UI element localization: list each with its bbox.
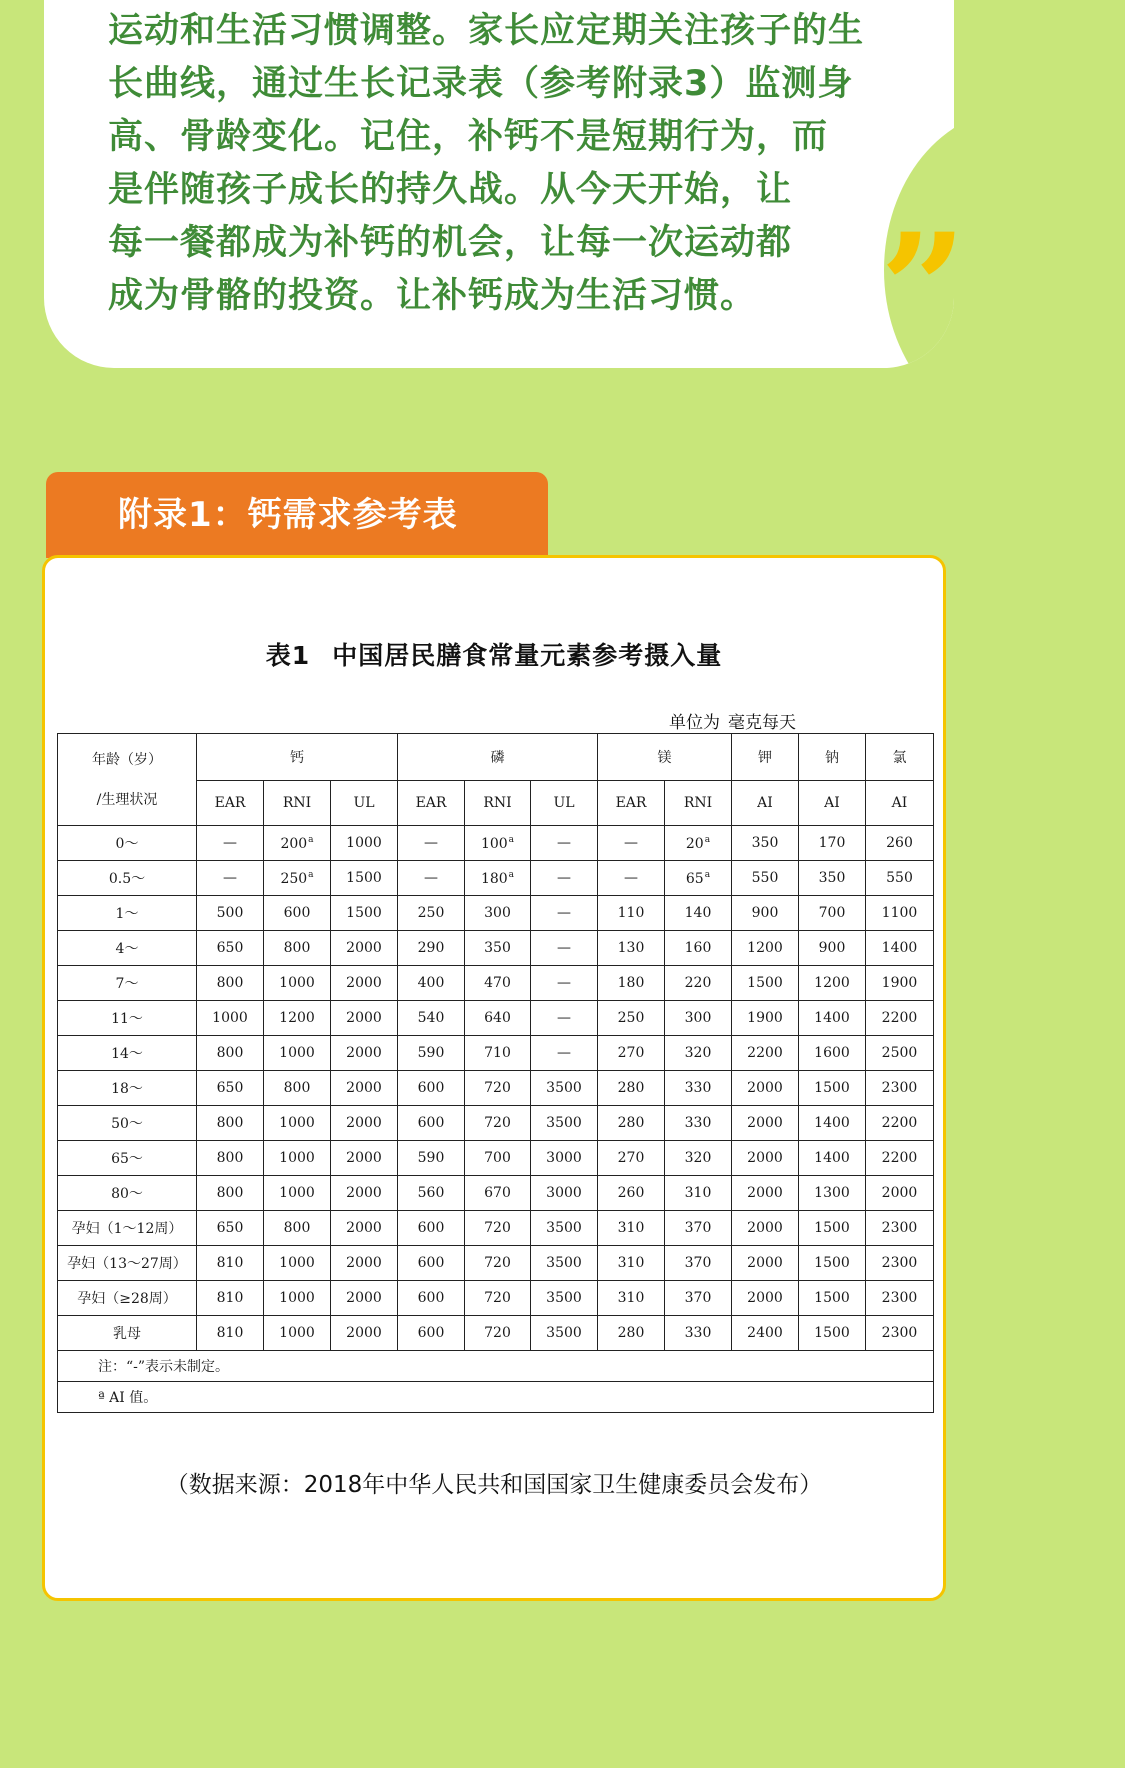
table-row	[58, 966, 934, 1001]
table-row	[58, 1211, 934, 1246]
value-cell: 800	[264, 1071, 331, 1106]
value-cell: 1200	[732, 931, 799, 966]
value-cell: 2000	[331, 1001, 398, 1036]
value-cell: 2000	[331, 1281, 398, 1316]
appendix-card	[42, 555, 946, 1601]
value-cell: —	[531, 1036, 598, 1071]
value-cell: 670	[465, 1176, 531, 1211]
sub-header-cell: RNI	[264, 781, 331, 826]
value-cell: 2000	[331, 1246, 398, 1281]
sub-header-cell: EAR	[197, 781, 264, 826]
value-cell: 1000	[264, 1316, 331, 1351]
value-cell: 280	[598, 1106, 665, 1141]
ai-footnote-mark: a	[704, 834, 711, 845]
value-cell: —	[197, 861, 264, 896]
value-cell: 2400	[732, 1316, 799, 1351]
value-cell: 2000	[732, 1281, 799, 1316]
value-cell: 600	[398, 1246, 465, 1281]
value-cell: 1500	[799, 1316, 866, 1351]
value-cell: 1500	[331, 896, 398, 931]
value-cell: 330	[665, 1071, 732, 1106]
age-cell: 50～	[58, 1106, 197, 1141]
value-cell: 1000	[264, 1036, 331, 1071]
value-cell: 1500	[799, 1211, 866, 1246]
quote-line: 是伴随孩子成长的持久战。从今天开始，让	[108, 170, 793, 210]
age-header-line1: 年龄（岁）	[92, 751, 162, 768]
value-cell: 330	[665, 1106, 732, 1141]
value-cell: 310	[598, 1281, 665, 1316]
closing-quote-icon: ”	[880, 201, 967, 377]
value-cell: 600	[398, 1106, 465, 1141]
value-cell: 3000	[531, 1176, 598, 1211]
ai-footnote-mark: a	[704, 869, 711, 880]
quote-line: 运动和生活习惯调整。家长应定期关注孩子的生	[108, 11, 865, 51]
value-cell: 250$^a$	[264, 861, 331, 896]
value-cell: 2200	[732, 1036, 799, 1071]
value-cell: 270	[598, 1036, 665, 1071]
value-cell: 720	[465, 1106, 531, 1141]
table-row	[58, 1106, 934, 1141]
value-cell: 1000	[264, 1106, 331, 1141]
value-cell: 650	[197, 1071, 264, 1106]
sub-header-cell: AI	[732, 781, 799, 826]
value-cell: 540	[398, 1001, 465, 1036]
ai-footnote-mark: a	[508, 834, 515, 845]
age-cell: 0～	[58, 826, 197, 861]
value-cell: 260	[598, 1176, 665, 1211]
note-row	[58, 1351, 934, 1382]
value-cell: 1500	[732, 966, 799, 1001]
value-cell: 1400	[866, 931, 934, 966]
value-cell: 1000	[331, 826, 398, 861]
age-cell: 4～	[58, 931, 197, 966]
value-cell: 710	[465, 1036, 531, 1071]
value-cell: 720	[465, 1071, 531, 1106]
age-cell: 1～	[58, 896, 197, 931]
value-cell: 220	[665, 966, 732, 1001]
value-cell: 2000	[331, 1176, 398, 1211]
age-cell: 14～	[58, 1036, 197, 1071]
value-cell: 550	[732, 861, 799, 896]
value-cell: 180$^a$	[465, 861, 531, 896]
value-cell: 1000	[264, 1246, 331, 1281]
value-cell: 590	[398, 1036, 465, 1071]
sub-header-cell: RNI	[465, 781, 531, 826]
table-row	[58, 861, 934, 896]
quote-text	[108, 0, 908, 323]
value-cell: —	[531, 826, 598, 861]
value-cell: 3500	[531, 1281, 598, 1316]
value-cell: 250	[598, 1001, 665, 1036]
note-text: 注：“-”表示未制定。	[58, 1351, 934, 1382]
sub-header-cell: RNI	[665, 781, 732, 826]
value-cell: 310	[598, 1246, 665, 1281]
value-cell: 900	[732, 896, 799, 931]
value-cell: 800	[264, 1211, 331, 1246]
value-cell: 140	[665, 896, 732, 931]
value-cell: 3000	[531, 1141, 598, 1176]
value-cell: 280	[598, 1316, 665, 1351]
value-cell: 100$^a$	[465, 826, 531, 861]
value-cell: 600	[264, 896, 331, 931]
value-cell: 800	[197, 966, 264, 1001]
age-header-line2: /生理状况	[96, 791, 158, 808]
age-header	[58, 734, 197, 826]
value-cell: 2000	[331, 1211, 398, 1246]
age-cell: 80～	[58, 1176, 197, 1211]
unit-value: 毫克每天	[728, 713, 796, 733]
value-cell: 640	[465, 1001, 531, 1036]
value-cell: 1400	[799, 1141, 866, 1176]
value-cell: 1400	[799, 1106, 866, 1141]
group-header-sodium: 钠	[799, 734, 866, 781]
group-header-calcium: 钙	[197, 734, 398, 781]
value-cell: 1200	[264, 1001, 331, 1036]
value-cell: 2300	[866, 1281, 934, 1316]
value-cell: 810	[197, 1316, 264, 1351]
value-cell: 1300	[799, 1176, 866, 1211]
value-cell: 1900	[732, 1001, 799, 1036]
quote-line: 长曲线，通过生长记录表（参考附录3）监测身	[108, 64, 854, 104]
unit-prefix: 单位为	[669, 713, 720, 733]
value-cell: 2000	[732, 1211, 799, 1246]
value-cell: 400	[398, 966, 465, 1001]
table-title-text: 中国居民膳食常量元素参考摄入量	[332, 641, 723, 670]
value-cell: 800	[197, 1141, 264, 1176]
value-cell: 300	[665, 1001, 732, 1036]
value-cell: 320	[665, 1036, 732, 1071]
value-cell: 810	[197, 1281, 264, 1316]
value-cell: 3500	[531, 1211, 598, 1246]
group-header-chlorine: 氯	[866, 734, 934, 781]
table-number: 表1	[265, 641, 311, 670]
value-cell: 1000	[264, 966, 331, 1001]
value-cell: 2000	[331, 1316, 398, 1351]
value-cell: 1400	[799, 1001, 866, 1036]
table-row	[58, 1316, 934, 1351]
value-cell: 3500	[531, 1106, 598, 1141]
value-cell: 2300	[866, 1316, 934, 1351]
value-cell: —	[398, 861, 465, 896]
value-cell: —	[398, 826, 465, 861]
value-cell: 370	[665, 1281, 732, 1316]
value-cell: —	[531, 896, 598, 931]
value-cell: 600	[398, 1281, 465, 1316]
quote-line: 高、骨龄变化。记住，补钙不是短期行为，而	[108, 117, 829, 157]
value-cell: 470	[465, 966, 531, 1001]
value-cell: 65$^a$	[665, 861, 732, 896]
value-cell: 20$^a$	[665, 826, 732, 861]
value-cell: 650	[197, 1211, 264, 1246]
value-cell: 720	[465, 1246, 531, 1281]
value-cell: —	[531, 861, 598, 896]
value-cell: 500	[197, 896, 264, 931]
note-row	[58, 1382, 934, 1413]
sub-header-cell: AI	[799, 781, 866, 826]
table-row	[58, 1036, 934, 1071]
age-cell: 孕妇（13～27周）	[58, 1246, 197, 1281]
value-cell: 2000	[732, 1106, 799, 1141]
value-cell: 2000	[331, 931, 398, 966]
value-cell: 2000	[331, 1036, 398, 1071]
value-cell: 1600	[799, 1036, 866, 1071]
appendix-tab: 附录1：钙需求参考表	[46, 472, 548, 558]
table-row	[58, 1176, 934, 1211]
value-cell: 1500	[799, 1071, 866, 1106]
header-row-groups	[58, 734, 934, 781]
value-cell: 3500	[531, 1316, 598, 1351]
ai-footnote-mark: a	[508, 869, 515, 880]
value-cell: 2000	[331, 1071, 398, 1106]
value-cell: 2000	[732, 1246, 799, 1281]
value-cell: 2200	[866, 1001, 934, 1036]
value-cell: —	[598, 861, 665, 896]
value-cell: 320	[665, 1141, 732, 1176]
age-cell: 乳母	[58, 1316, 197, 1351]
value-cell: —	[531, 1001, 598, 1036]
value-cell: 560	[398, 1176, 465, 1211]
value-cell: 310	[598, 1211, 665, 1246]
value-cell: 110	[598, 896, 665, 931]
value-cell: 800	[264, 931, 331, 966]
value-cell: 2200	[866, 1141, 934, 1176]
unit-label	[669, 708, 796, 733]
value-cell: 1000	[197, 1001, 264, 1036]
value-cell: —	[531, 966, 598, 1001]
value-cell: 700	[465, 1141, 531, 1176]
value-cell: —	[531, 931, 598, 966]
value-cell: 2300	[866, 1246, 934, 1281]
value-cell: —	[598, 826, 665, 861]
value-cell: 170	[799, 826, 866, 861]
age-cell: 孕妇（1～12周）	[58, 1211, 197, 1246]
value-cell: 280	[598, 1071, 665, 1106]
quote-line: 成为骨骼的投资。让补钙成为生活习惯。	[108, 276, 757, 316]
value-cell: 2000	[331, 966, 398, 1001]
value-cell: 720	[465, 1281, 531, 1316]
value-cell: 2000	[732, 1071, 799, 1106]
value-cell: 2000	[732, 1176, 799, 1211]
ai-footnote-mark: a	[308, 869, 314, 880]
value-cell: 1500	[331, 861, 398, 896]
value-cell: 250	[398, 896, 465, 931]
nutrient-table	[57, 733, 934, 1413]
group-header-phosphorus: 磷	[398, 734, 598, 781]
value-cell: 720	[465, 1316, 531, 1351]
value-cell: 2000	[732, 1141, 799, 1176]
value-cell: 1100	[866, 896, 934, 931]
sub-header-cell: UL	[531, 781, 598, 826]
value-cell: 330	[665, 1316, 732, 1351]
value-cell: 2000	[866, 1176, 934, 1211]
table-row	[58, 826, 934, 861]
table-row	[58, 931, 934, 966]
value-cell: —	[197, 826, 264, 861]
value-cell: 260	[866, 826, 934, 861]
data-source: （数据来源：2018年中华人民共和国国家卫生健康委员会发布）	[165, 1472, 823, 1498]
value-cell: 300	[465, 896, 531, 931]
value-cell: 600	[398, 1211, 465, 1246]
age-cell: 孕妇（≥28周）	[58, 1281, 197, 1316]
value-cell: 1200	[799, 966, 866, 1001]
table-row	[58, 1281, 934, 1316]
age-cell: 65～	[58, 1141, 197, 1176]
value-cell: 3500	[531, 1071, 598, 1106]
value-cell: 3500	[531, 1246, 598, 1281]
value-cell: 160	[665, 931, 732, 966]
value-cell: 310	[665, 1176, 732, 1211]
value-cell: 180	[598, 966, 665, 1001]
sub-header-cell: EAR	[598, 781, 665, 826]
age-cell: 7～	[58, 966, 197, 1001]
value-cell: 290	[398, 931, 465, 966]
quote-line: 每一餐都成为补钙的机会，让每一次运动都	[108, 223, 793, 263]
value-cell: 1900	[866, 966, 934, 1001]
value-cell: 2500	[866, 1036, 934, 1071]
value-cell: 720	[465, 1211, 531, 1246]
value-cell: 550	[866, 861, 934, 896]
table-row	[58, 1246, 934, 1281]
note-text: ª AI 值。	[58, 1382, 934, 1413]
value-cell: 800	[197, 1036, 264, 1071]
value-cell: 270	[598, 1141, 665, 1176]
sub-header-cell: EAR	[398, 781, 465, 826]
table-row	[58, 896, 934, 931]
value-cell: 900	[799, 931, 866, 966]
age-cell: 0.5～	[58, 861, 197, 896]
ai-footnote-mark: a	[308, 834, 314, 845]
age-cell: 11～	[58, 1001, 197, 1036]
value-cell: 1500	[799, 1281, 866, 1316]
value-cell: 2000	[331, 1106, 398, 1141]
group-header-potassium: 钾	[732, 734, 799, 781]
value-cell: 1000	[264, 1281, 331, 1316]
value-cell: 800	[197, 1106, 264, 1141]
sub-header-cell: AI	[866, 781, 934, 826]
value-cell: 800	[197, 1176, 264, 1211]
value-cell: 650	[197, 931, 264, 966]
value-cell: 2300	[866, 1211, 934, 1246]
quote-card	[44, 0, 954, 368]
sub-header-cell: UL	[331, 781, 398, 826]
value-cell: 370	[665, 1211, 732, 1246]
value-cell: 1000	[264, 1176, 331, 1211]
value-cell: 700	[799, 896, 866, 931]
value-cell: 130	[598, 931, 665, 966]
value-cell: 370	[665, 1246, 732, 1281]
value-cell: 1000	[264, 1141, 331, 1176]
value-cell: 2000	[331, 1141, 398, 1176]
value-cell: 810	[197, 1246, 264, 1281]
value-cell: 2200	[866, 1106, 934, 1141]
value-cell: 600	[398, 1316, 465, 1351]
table-row	[58, 1141, 934, 1176]
table-row	[58, 1071, 934, 1106]
value-cell: 350	[465, 931, 531, 966]
value-cell: 350	[799, 861, 866, 896]
value-cell: 600	[398, 1071, 465, 1106]
age-cell: 18～	[58, 1071, 197, 1106]
value-cell: 350	[732, 826, 799, 861]
table-row	[58, 1001, 934, 1036]
value-cell: 2300	[866, 1071, 934, 1106]
table-title	[45, 636, 943, 672]
value-cell: 1500	[799, 1246, 866, 1281]
value-cell: 590	[398, 1141, 465, 1176]
value-cell: 200$^a$	[264, 826, 331, 861]
group-header-magnesium: 镁	[598, 734, 732, 781]
